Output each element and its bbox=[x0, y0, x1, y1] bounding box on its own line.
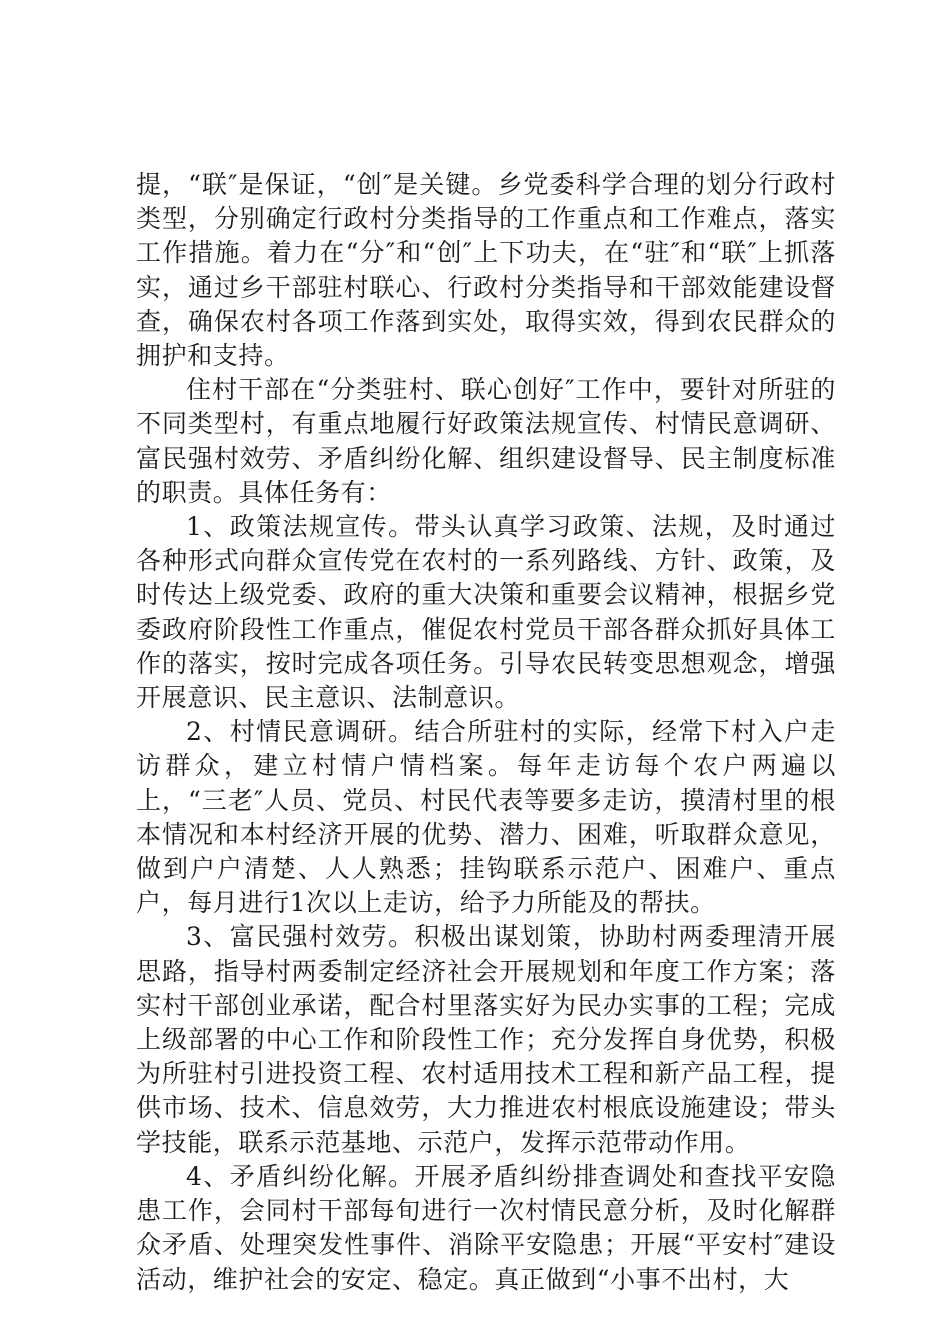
paragraph-task-4: 4、矛盾纠纷化解。开展矛盾纠纷排查调处和查找平安隐患工作，会同村干部每旬进行一次村情民意分析，及时化解群众矛盾、处理突发性事件、消除平安隐患；开展“平安村″建设活动，维护社会的安定、稳定。真正做到“小事不出村，大 bbox=[136, 1161, 836, 1294]
paragraph-task-1: 1、政策法规宣传。带头认真学习政策、法规，及时通过各种形式向群众宣传党在农村的一系列路线、方针、政策，及时传达上级党委、政府的重大决策和重要会议精神，根据乡党委政府阶段性工作重点，催促农村党员干部各群众抓好具体工作的落实，按时完成各项任务。引导农民转变思想观念，增强开展意识、民主意识、法制意识。 bbox=[136, 512, 836, 713]
paragraph-duties-intro: 住村干部在“分类驻村、联心创好″工作中，要针对所驻的不同类型村，有重点地履行好政策法规宣传、村情民意调研、富民强村效劳、矛盾纠纷化解、组织建设督导、民主制度标准的职责。具体任务有： bbox=[136, 375, 836, 507]
paragraph-task-2: 2、村情民意调研。结合所驻村的实际，经常下村入户走访群众，建立村情户情档案。每年走访每个农户两遍以上，“三老″人员、党员、村民代表等要多走访，摸清村里的根本情况和本村经济开展的优势、潜力、困难，听取群众意见，做到户户清楚、人人熟悉；挂钩联系示范户、困难户、重点户，每月进行1次以上走访，给予力所能及的帮扶。 bbox=[136, 717, 836, 918]
paragraph-task-3: 3、富民强村效劳。积极出谋划策，协助村两委理清开展思路，指导村两委制定经济社会开展规划和年度工作方案；落实村干部创业承诺，配合村里落实好为民办实事的工程；完成上级部署的中心工作和阶段性工作；充分发挥自身优势，积极为所驻村引进投资工程、农村适用技术工程和新产品工程，提供市场、技术、信息效劳，大力推进农村根底设施建设；带头学技能，联系示范基地、示范户，发挥示范带动作用。 bbox=[136, 922, 836, 1157]
paragraph-continuation: 提，“联″是保证，“创″是关键。乡党委科学合理的划分行政村类型，分别确定行政村分类指导的工作重点和工作难点，落实工作措施。着力在“分″和“创″上下功夫，在“驻″和“联″上抓落实，通过乡干部驻村联心、行政村分类指导和干部效能建设督查，确保农村各项工作落到实处，取得实效，得到农民群众的拥护和支持。 bbox=[136, 170, 836, 371]
document-body bbox=[136, 168, 836, 1297]
